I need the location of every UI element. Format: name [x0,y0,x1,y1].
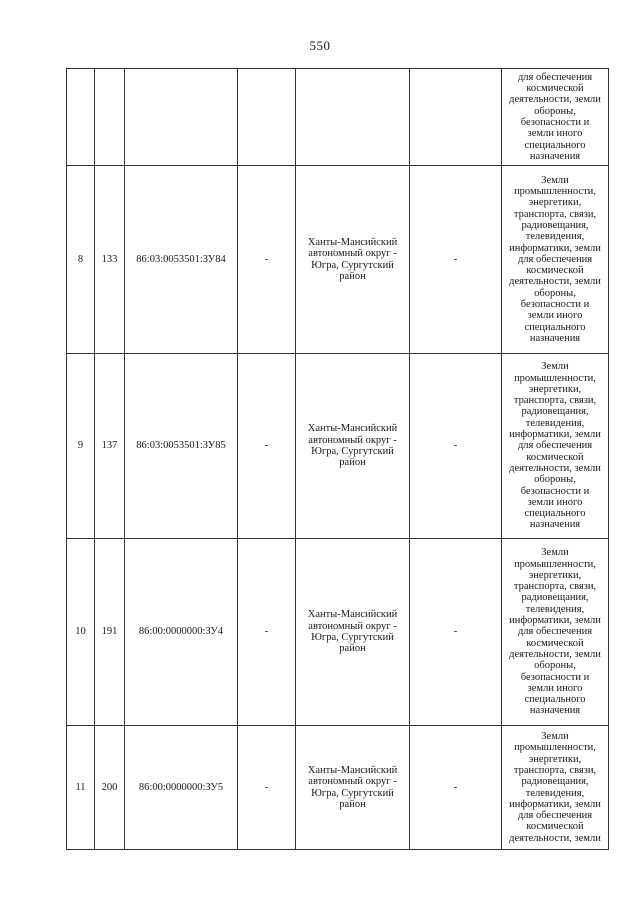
cell-code: 200 [95,726,125,850]
cell-land-category: Земли промышленности, энергетики, транспорта, связи, радиовещания, телевидения, информатики, земли для обеспечения космической деятельности, земли [502,726,609,850]
cell-address: Ханты-Мансийский автономный округ - Югра, Сургутский район [296,726,410,850]
cell-num: 9 [67,354,95,539]
cell-col4: - [238,166,296,354]
cell-land-category: Земли промышленности, энергетики, транспорта, связи, радиовещания, телевидения, информатики, земли для обеспечения космической деятельности, земли обороны, безопасности и земли иного специального назначения [502,354,609,539]
cell-land-category: Земли промышленности, энергетики, транспорта, связи, радиовещания, телевидения, информатики, земли для обеспечения космической деятельности, земли обороны, безопасности и земли иного специального назначения [502,166,609,354]
cell-land-category: Земли промышленности, энергетики, транспорта, связи, радиовещания, телевидения, информатики, земли для обеспечения космической деятельности, земли обороны, безопасности и земли иного специального назначения [502,539,609,726]
cell-address: Ханты-Мансийский автономный округ - Югра, Сургутский район [296,539,410,726]
cell-cadastral: 86:00:0000000:ЗУ4 [125,539,238,726]
page-number: 550 [309,38,331,53]
cell-address: Ханты-Мансийский автономный округ - Югра, Сургутский район [296,354,410,539]
cell-num: 10 [67,539,95,726]
cell-col6: - [410,354,502,539]
cell-code: 133 [95,166,125,354]
cell-col4 [238,69,296,166]
cell-address: Ханты-Мансийский автономный округ - Югра, Сургутский район [296,166,410,354]
cell-col4: - [238,539,296,726]
cell-land-category: для обеспечения космической деятельности, земли обороны, безопасности и земли иного специального назначения [502,69,609,166]
cell-col4: - [238,354,296,539]
land-plots-table [66,68,609,850]
cell-num: 8 [67,166,95,354]
table-row [67,726,609,850]
cell-col6: - [410,166,502,354]
table-row-continuation [67,69,609,166]
table-row [67,354,609,539]
cell-code: 137 [95,354,125,539]
cell-num: 11 [67,726,95,850]
cell-col6 [410,69,502,166]
table-row [67,539,609,726]
cell-col4: - [238,726,296,850]
cell-cadastral: 86:00:0000000:ЗУ5 [125,726,238,850]
cell-address [296,69,410,166]
cell-num [67,69,95,166]
cell-col6: - [410,726,502,850]
cell-cadastral [125,69,238,166]
cell-code [95,69,125,166]
cell-cadastral: 86:03:0053501:ЗУ84 [125,166,238,354]
cell-cadastral: 86:03:0053501:ЗУ85 [125,354,238,539]
table-row [67,166,609,354]
cell-col6: - [410,539,502,726]
cell-code: 191 [95,539,125,726]
